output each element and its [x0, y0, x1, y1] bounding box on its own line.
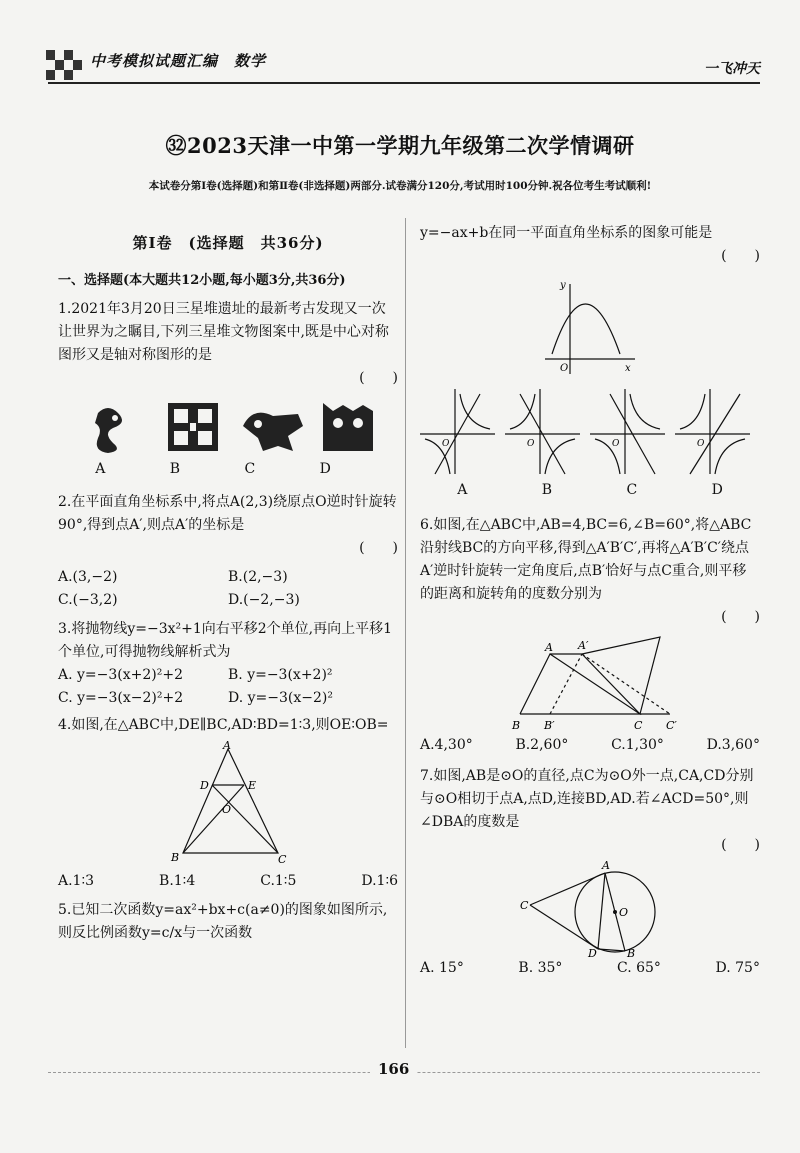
q7-option-d: D. 75° — [715, 960, 760, 976]
q6-translation-figure — [420, 629, 760, 734]
book-title: 中考模拟试题汇编 数学 — [90, 52, 267, 70]
question-1 — [58, 298, 398, 481]
q1-label-c: C — [244, 461, 256, 477]
question-3 — [58, 618, 398, 710]
q6-label-c: C — [634, 719, 643, 732]
left-column — [58, 232, 398, 945]
q6-option-b: B.2,60° — [515, 737, 569, 753]
q5-label-c: C — [626, 482, 638, 498]
q4-text: 4.如图,在△ABC中,DE∥BC,AD∶BD=1∶3,则OE∶OB= — [58, 717, 389, 733]
q4-option-c: C.1∶5 — [260, 873, 297, 889]
q5-graph-a — [420, 389, 495, 474]
header-checker-decoration — [46, 50, 82, 80]
q2-option-b: B.(2,−3) — [228, 569, 288, 585]
q2-option-c: C.(−3,2) — [58, 592, 118, 608]
q5-main-origin-label: O — [560, 363, 569, 374]
q5-label-b: B — [541, 482, 553, 498]
q7-text: 7.如图,AB是⊙O的直径,点C为⊙O外一点,CA,CD分别与⊙O相切于点A,点D,连接BD,AD.若∠ACD=50°,则∠DBA的度数是 — [420, 768, 754, 830]
q5-main-y-label: y — [560, 280, 566, 291]
q6-label-a: A — [545, 641, 553, 654]
q1-label-a: A — [95, 461, 106, 477]
q3-option-b: B. y=−3(x+2)² — [228, 667, 333, 683]
q4-option-d: D.1∶6 — [361, 873, 398, 889]
q4-label-e: E — [248, 779, 257, 792]
q5-graph-b — [505, 389, 580, 474]
exam-instructions: 本试卷分第Ⅰ卷(选择题)和第Ⅱ卷(非选择题)两部分.试卷满分120分,考试用时100分钟.祝各位考生考试顺利! — [148, 180, 652, 192]
question-2 — [58, 491, 398, 612]
q4-label-a: A — [223, 741, 231, 752]
q5-text-left: 5.已知二次函数y=ax²+bx+c(a≠0)的图象如图所示,则反比例函数y=c/x与一次函数 — [58, 902, 388, 941]
q2-option-a: A.(3,−2) — [58, 569, 118, 585]
q6-option-c: C.1,30° — [611, 737, 664, 753]
q1-label-b: B — [169, 461, 181, 477]
q7-label-o: O — [619, 906, 629, 919]
q4-triangle-figure — [168, 741, 288, 866]
q5-parabola-graph — [420, 274, 760, 384]
brand-logo-text: 一飞冲天 — [704, 61, 760, 77]
q6-text: 6.如图,在△ABC中,AB=4,BC=6,∠B=60°,将△ABC沿射线BC的方向平移,得到△A′B′C′,再将△A′B′C′绕点A′逆时针旋转一定角度后,点B′恰好与点C重合,则平移的距离和旋转角的度数分别为 — [420, 517, 752, 602]
q7-label-b: B — [627, 947, 636, 957]
q5-label-a: A — [457, 482, 468, 498]
page-number: 166 — [370, 1060, 417, 1078]
q6-option-d: D.3,60° — [706, 737, 760, 753]
q7-option-b: B. 35° — [518, 960, 563, 976]
question-4 — [58, 714, 398, 893]
q6-option-a: A.4,30° — [420, 737, 473, 753]
q5-option-graphs — [420, 384, 760, 479]
q7-label-a: A — [602, 859, 610, 872]
q1-artifact-figures — [78, 398, 378, 458]
q5-graph-d — [675, 389, 750, 474]
question-5-left — [58, 899, 398, 945]
section-title: 一、选择题(本大题共12小题,每小题3分,共36分) — [58, 273, 346, 288]
svg-text:O: O — [442, 439, 450, 449]
q5-answer-bracket: ( ) — [721, 248, 760, 264]
svg-text:O: O — [527, 439, 535, 449]
q4-label-c: C — [278, 853, 287, 866]
q1-label-d: D — [319, 461, 331, 477]
q3-option-c: C. y=−3(x−2)²+2 — [58, 690, 184, 706]
q1-answer-bracket: ( ) — [359, 370, 398, 386]
svg-text:O: O — [612, 439, 620, 449]
volume-title: 第Ⅰ卷 (选择题 共36分) — [132, 234, 324, 252]
question-7 — [420, 765, 760, 980]
q6-label-a1: A′ — [578, 639, 589, 652]
q5-main-x-label: x — [625, 363, 631, 374]
q7-label-d: D — [588, 947, 597, 957]
q4-label-o: O — [222, 803, 232, 816]
question-6 — [420, 514, 760, 757]
q7-answer-bracket: ( ) — [721, 837, 760, 853]
q4-label-b: B — [171, 851, 180, 864]
q3-text: 3.将抛物线y=−3x²+1向右平移2个单位,再向上平移1个单位,可得抛物线解析式为 — [58, 621, 393, 660]
q5-label-d: D — [711, 482, 723, 498]
artifact-d-image — [323, 403, 373, 451]
q1-text: 1.2021年3月20日三星堆遗址的最新考古发现又一次让世界为之瞩目,下列三星堆文物图案中,既是中心对称图形又是轴对称图形的是 — [58, 301, 389, 363]
q3-option-a: A. y=−3(x+2)²+2 — [58, 667, 183, 683]
q2-option-d: D.(−2,−3) — [228, 592, 300, 608]
artifact-b-image — [168, 403, 218, 451]
q2-text: 2.在平面直角坐标系中,将点A(2,3)绕原点O逆时针旋转90°,得到点A′,则点A′的坐标是 — [58, 494, 397, 533]
q4-label-d: D — [200, 779, 209, 792]
column-divider — [405, 218, 406, 1048]
q3-option-d: D. y=−3(x−2)² — [228, 690, 333, 706]
artifact-a-image — [95, 408, 122, 453]
q7-option-a: A. 15° — [420, 960, 464, 976]
svg-text:O: O — [697, 439, 705, 449]
q6-label-b1: B′ — [544, 719, 555, 732]
right-column — [420, 222, 760, 980]
q5-text-right: y=−ax+b在同一平面直角坐标系的图象可能是 — [420, 225, 713, 241]
q7-option-c: C. 65° — [617, 960, 661, 976]
q2-answer-bracket: ( ) — [359, 540, 398, 556]
q6-label-b: B — [512, 719, 521, 732]
q6-answer-bracket: ( ) — [721, 609, 760, 625]
q5-graph-c — [590, 389, 665, 474]
q4-option-a: A.1∶3 — [58, 873, 95, 889]
q6-label-c1: C′ — [666, 719, 677, 732]
header-rule — [48, 82, 760, 84]
q4-option-b: B.1∶4 — [159, 873, 196, 889]
q7-label-c: C — [520, 899, 529, 912]
artifact-c-image — [243, 413, 303, 451]
exam-title: ㉜2023天津一中第一学期九年级第二次学情调研 — [165, 133, 635, 158]
q7-circle-figure — [420, 857, 760, 957]
